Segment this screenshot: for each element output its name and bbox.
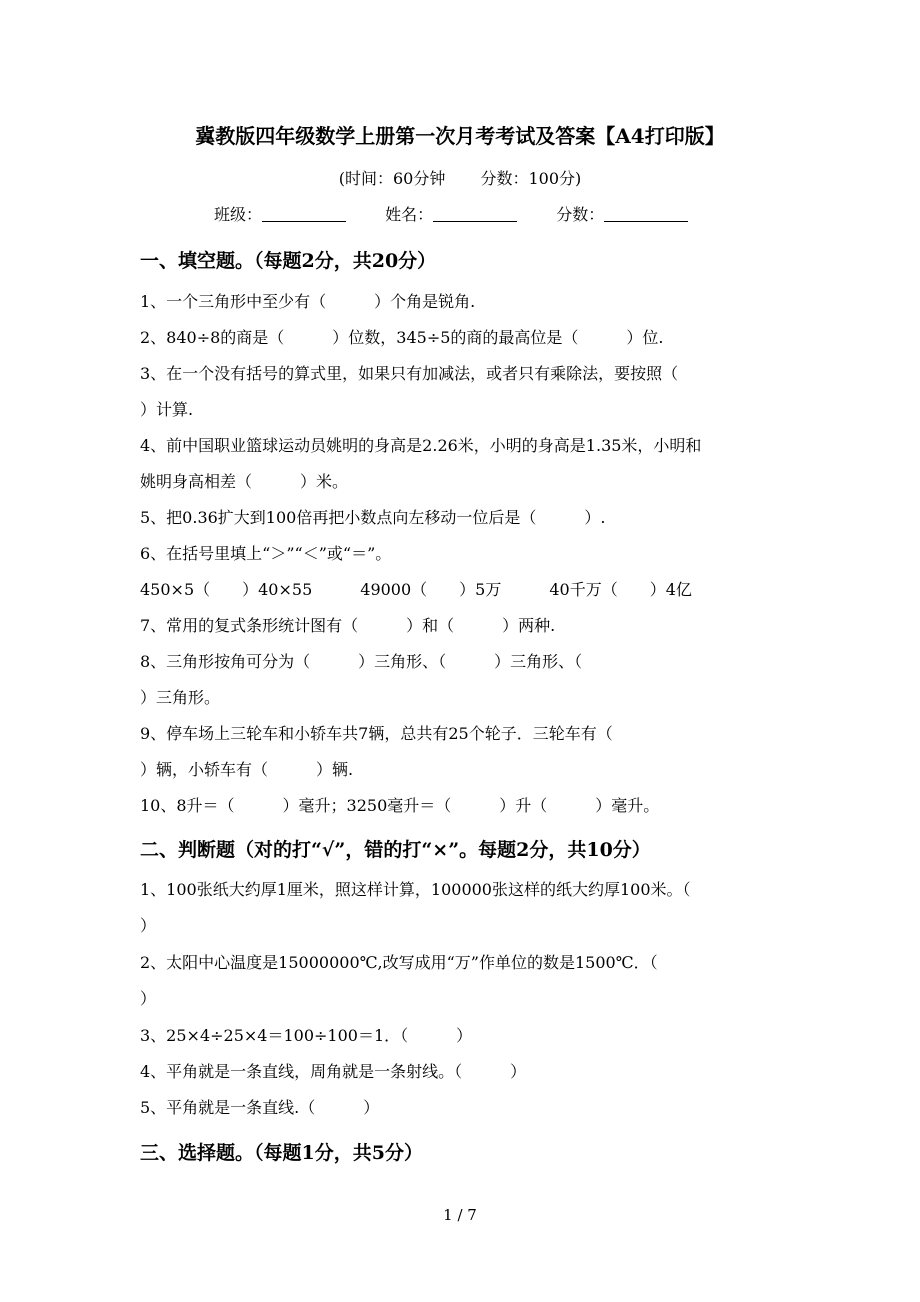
- class-label: 班级：: [214, 205, 263, 224]
- question-line: 1、100张纸大约厚1厘米，照这样计算，100000张这样的纸大约厚100米。（: [140, 880, 691, 899]
- question-line: 1、一个三角形中至少有（ ）个角是锐角.: [140, 292, 476, 311]
- name-label: 姓名：: [385, 205, 434, 224]
- exam-total-score: 分数：100分): [480, 169, 582, 188]
- question-line: 2、840÷8的商是（ ）位数，345÷5的商的最高位是（ ）位.: [140, 328, 664, 347]
- section-judgement-heading: 二、判断题（对的打“√”，错的打“×”。每题2分，共10分）: [140, 839, 651, 861]
- question-line: ）: [140, 989, 157, 1008]
- question-line: 姚明身高相差（ ）米。: [140, 472, 349, 491]
- compare-item: 450×5（ ）40×55: [140, 580, 313, 599]
- question-line: ）三角形。: [140, 688, 221, 707]
- question-line: 10、8升＝（ ）毫升；3250毫升＝（ ）升（ ）毫升。: [140, 796, 660, 815]
- score-blank[interactable]: [604, 205, 688, 222]
- score-field: [556, 202, 688, 225]
- page-title: 冀教版四年级数学上册第一次月考考试及答案【A4打印版】: [195, 124, 725, 148]
- question-line: 3、在一个没有括号的算式里，如果只有加减法，或者只有乘除法，要按照（: [140, 364, 679, 383]
- page-number: 1 / 7: [443, 1206, 477, 1224]
- class-field: [214, 202, 346, 225]
- compare-item: 40千万（ ）4亿: [549, 580, 692, 599]
- question-line: 7、常用的复式条形统计图有（ ）和（ ）两种.: [140, 616, 556, 635]
- name-field: [385, 202, 517, 225]
- question-line: 5、平角就是一条直线.（ ）: [140, 1098, 380, 1117]
- question-line: 6、在括号里填上“＞”“＜”或“＝”。: [140, 544, 392, 563]
- class-blank[interactable]: [262, 205, 346, 222]
- compare-item: 49000（ ）5万: [360, 580, 502, 599]
- question-line: 4、前中国职业篮球运动员姚明的身高是2.26米，小明的身高是1.35米，小明和: [140, 436, 702, 455]
- question-line: 8、三角形按角可分为（ ）三角形、（ ）三角形、（: [140, 652, 583, 671]
- question-line: 2、太阳中心温度是15000000℃,改写成用“万”作单位的数是1500℃．（: [140, 953, 658, 972]
- question-line: ）计算.: [140, 400, 194, 419]
- question-line: 4、平角就是一条直线，周角就是一条射线。（ ）: [140, 1062, 527, 1081]
- name-blank[interactable]: [433, 205, 517, 222]
- question-line: ）辆，小轿车有（ ）辆.: [140, 760, 354, 779]
- exam-time: (时间：60分钟: [338, 169, 446, 188]
- exam-meta: [0, 166, 920, 189]
- question-line: ）: [140, 916, 157, 935]
- question-line: 3、25×4÷25×4＝100÷100＝1．（ ）: [140, 1026, 473, 1045]
- score-label: 分数：: [556, 205, 605, 224]
- compare-row: [140, 577, 692, 600]
- question-line: 9、停车场上三轮车和小轿车共7辆，总共有25个轮子．三轮车有（: [140, 724, 613, 743]
- student-info: [214, 202, 688, 225]
- question-line: 5、把0.36扩大到100倍再把小数点向左移动一位后是（ ）.: [140, 508, 606, 527]
- section-fill-in-heading: 一、填空题。（每题2分，共20分）: [140, 250, 437, 272]
- section-choice-heading: 三、选择题。（每题1分，共5分）: [140, 1142, 423, 1164]
